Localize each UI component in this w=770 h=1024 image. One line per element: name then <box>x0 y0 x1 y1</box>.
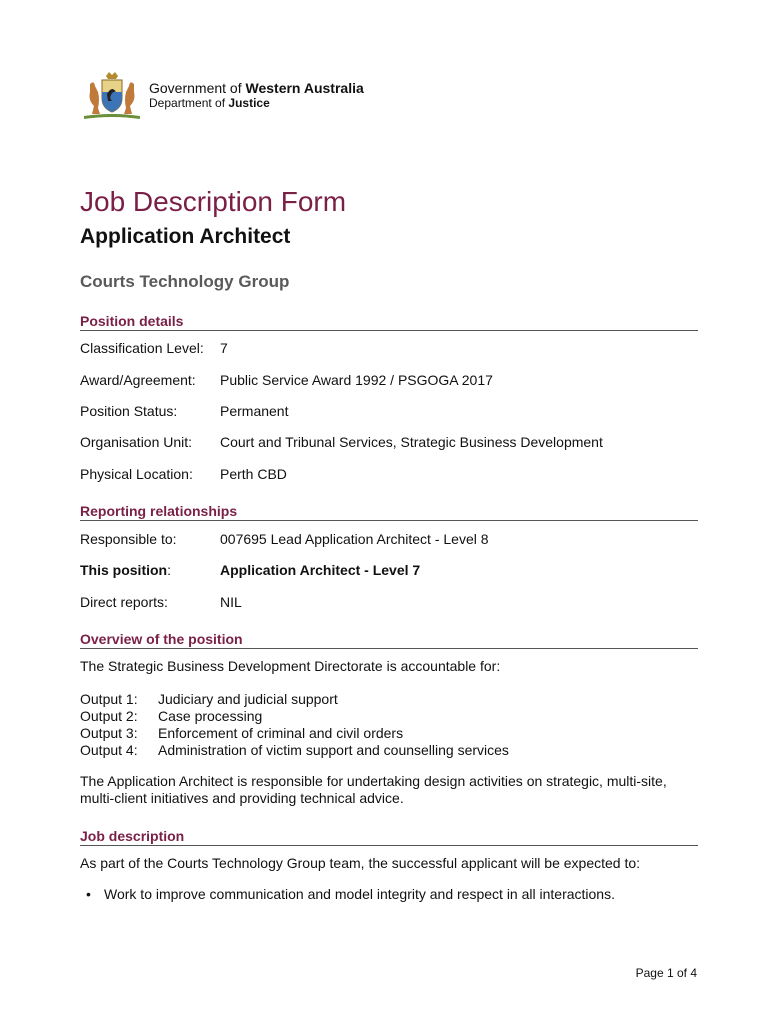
output-label-1: Output 1: <box>80 691 138 707</box>
detail-value-location: Perth CBD <box>220 466 287 482</box>
bullet-icon: • <box>86 886 91 902</box>
section-heading-overview: Overview of the position <box>80 631 698 649</box>
output-text-3: Enforcement of criminal and civil orders <box>158 725 404 741</box>
section-heading-position-details: Position details <box>80 313 698 331</box>
output-text-2: Case processing <box>158 708 263 724</box>
output-label-2: Output 2: <box>80 708 138 724</box>
output-text-1: Judiciary and judicial support <box>158 691 338 707</box>
output-label-4: Output 4: <box>80 742 138 758</box>
section-heading-reporting: Reporting relationships <box>80 503 698 521</box>
department-name: Department of Justice <box>149 96 270 110</box>
output-label-3: Output 3: <box>80 725 138 741</box>
reporting-value-responsible-to: 007695 Lead Application Architect - Level 8 <box>220 531 489 547</box>
detail-label-award: Award/Agreement: <box>80 372 196 388</box>
detail-value-org-unit: Court and Tribunal Services, Strategic Business Development <box>220 434 603 450</box>
detail-label-status: Position Status: <box>80 403 178 419</box>
reporting-value-direct-reports: NIL <box>220 594 242 610</box>
document-title: Job Description Form <box>80 186 347 217</box>
overview-summary: The Application Architect is responsible for undertaking design activities on strategic, multi-site, multi-client initiatives and providing technical advice. <box>80 773 667 806</box>
job-description-intro: As part of the Courts Technology Group team, the successful applicant will be expected to: <box>80 855 641 871</box>
position-title: Application Architect <box>80 225 291 248</box>
detail-value-status: Permanent <box>220 403 289 419</box>
detail-label-org-unit: Organisation Unit: <box>80 434 193 450</box>
output-text-4: Administration of victim support and counselling services <box>158 742 509 758</box>
detail-label-classification: Classification Level: <box>80 340 204 356</box>
overview-intro: The Strategic Business Development Directorate is accountable for: <box>80 658 501 674</box>
detail-value-classification: 7 <box>220 340 228 356</box>
reporting-value-this-position: Application Architect - Level 7 <box>220 562 421 578</box>
detail-label-location: Physical Location: <box>80 466 193 482</box>
job-description-bullet-1: Work to improve communication and model integrity and respect in all interactions. <box>104 886 615 902</box>
section-heading-job-description: Job description <box>80 828 698 846</box>
page-number: Page 1 of 4 <box>635 966 697 980</box>
group-title: Courts Technology Group <box>80 272 290 291</box>
detail-value-award: Public Service Award 1992 / PSGOGA 2017 <box>220 372 493 388</box>
government-name: Government of Western Australia <box>149 80 364 96</box>
reporting-label-direct-reports: Direct reports: <box>80 594 168 610</box>
reporting-label-this-position: This position: <box>80 562 171 578</box>
wa-coat-of-arms-icon <box>80 70 144 122</box>
reporting-label-responsible-to: Responsible to: <box>80 531 177 547</box>
